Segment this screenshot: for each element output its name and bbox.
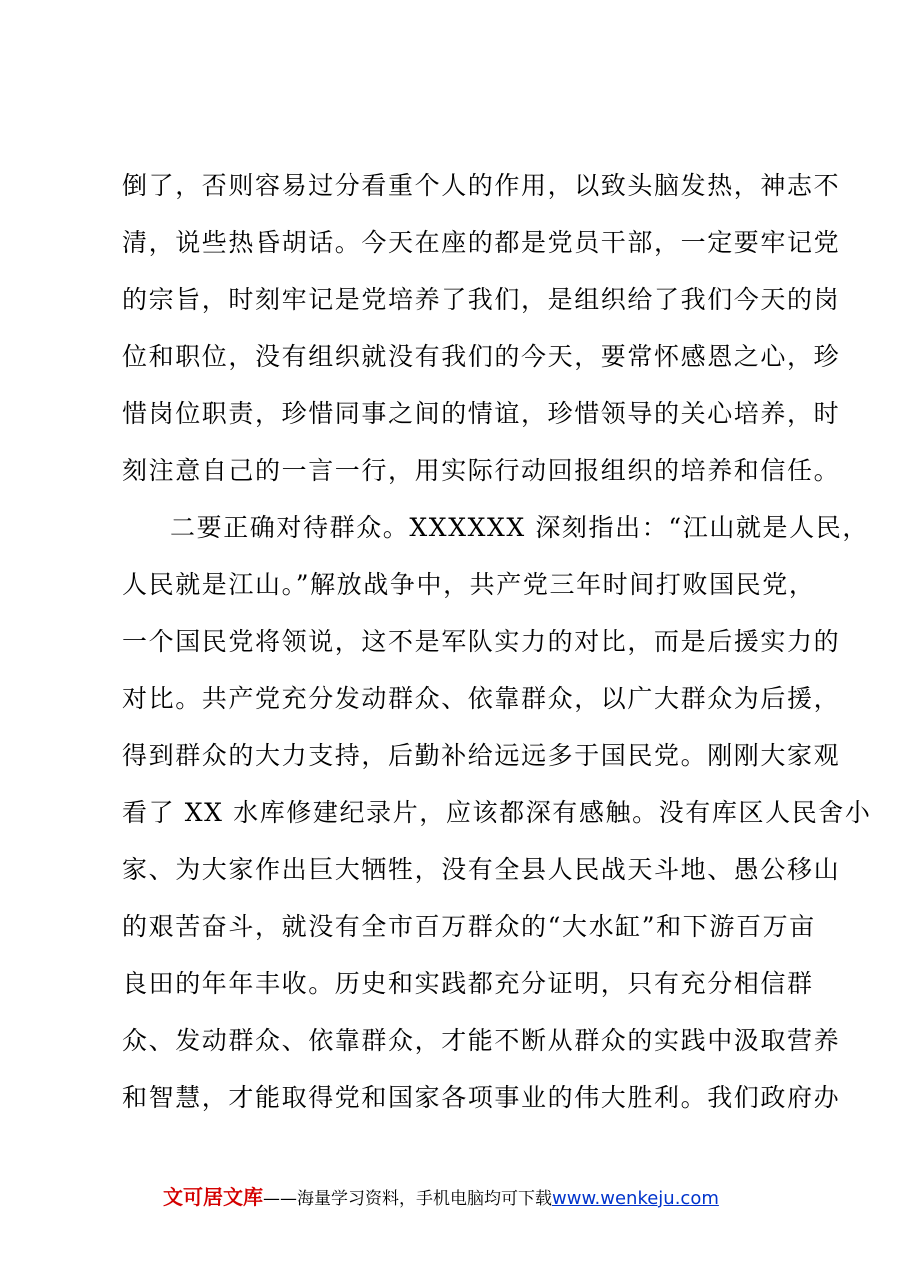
text-line: 人民就是江山。”解放战争中，共产党三年时间打败国民党， [122, 570, 816, 599]
text-line: 的宗旨，时刻牢记是党培养了我们，是组织给了我们今天的岗 [122, 285, 841, 314]
text-line: 众、发动群众、依靠群众，才能不断从群众的实践中汲取营养 [122, 1026, 841, 1055]
text-line: 一个国民党将领说，这不是军队实力的对比，而是后援实力的 [122, 627, 841, 656]
text-line: 的艰苦奋斗，就没有全市百万群众的“大水缸”和下游百万亩 [122, 912, 816, 941]
text-line: 得到群众的大力支持，后勤补给远远多于国民党。刚刚大家观 [122, 741, 841, 770]
text-line: 家、为大家作出巨大牺牲，没有全县人民战天斗地、愚公移山 [122, 855, 841, 884]
footer-brand: 文可居文库 [163, 1185, 263, 1209]
text-line: 看了 XX 水库修建纪录片，应该都深有感触。没有库区人民舍小 [122, 798, 872, 827]
footer-site-link[interactable]: www.wenkeju.com [552, 1188, 719, 1209]
body-text [122, 162, 872, 1131]
text-line: 刻注意自己的一言一行，用实际行动回报组织的培养和信任。 [122, 456, 841, 485]
text-line: 良田的年年丰收。历史和实践都充分证明，只有充分相信群 [122, 969, 814, 998]
text-line: 清，说些热昏胡话。今天在座的都是党员干部，一定要牢记党 [122, 228, 841, 257]
footer-tagline: ——海量学习资料，手机电脑均可下载 [263, 1189, 552, 1209]
text-line: 对比。共产党充分发动群众、依靠群众，以广大群众为后援， [122, 684, 841, 713]
text-line: 惜岗位职责，珍惜同事之间的情谊，珍惜领导的关心培养，时 [122, 399, 841, 428]
paragraph-start-line: 二要正确对待群众。XXXXXX 深刻指出：“江山就是人民， [170, 513, 869, 542]
text-line: 倒了，否则容易过分看重个人的作用，以致头脑发热，神志不 [122, 171, 841, 200]
text-line: 和智慧，才能取得党和国家各项事业的伟大胜利。我们政府办 [122, 1083, 841, 1112]
text-line: 位和职位，没有组织就没有我们的今天，要常怀感恩之心，珍 [122, 342, 841, 371]
footer-banner [163, 1181, 803, 1213]
